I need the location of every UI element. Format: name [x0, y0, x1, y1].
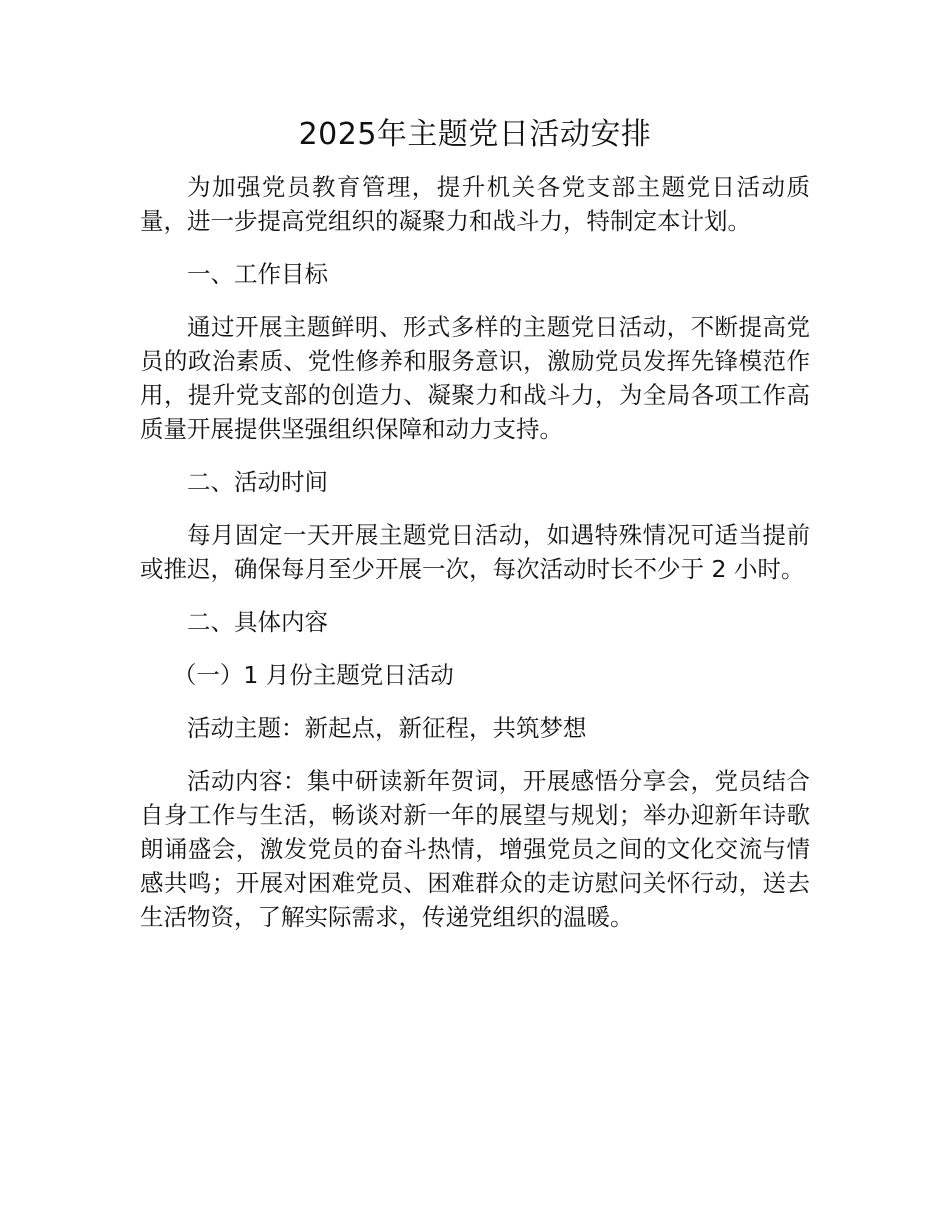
section-heading-content: 二、具体内容: [187, 608, 328, 636]
document-title: 2025年主题党日活动安排: [298, 117, 652, 152]
time-paragraph: 每月固定一天开展主题党日活动，如遇特殊情况可适当提前或推迟，确保每月至少开展一次，每次活动时长不少于 2 小时。: [140, 521, 810, 583]
january-content: 活动内容：集中研读新年贺词，开展感悟分享会，党员结合自身工作与生活，畅谈对新一年的展望与规划；举办迎新年诗歌朗诵盛会，激发党员的奋斗热情，增强党员之间的文化交流与情感共鸣；开展对困难党员、困难群众的走访慰问关怀行动，送去生活物资，了解实际需求，传递党组织的温暖。: [140, 767, 810, 931]
january-theme: 活动主题：新起点，新征程，共筑梦想: [187, 714, 587, 742]
intro-paragraph: 为加强党员教育管理，提升机关各党支部主题党日活动质量，进一步提高党组织的凝聚力和战斗力，特制定本计划。: [140, 173, 810, 235]
goals-paragraph: 通过开展主题鲜明、形式多样的主题党日活动，不断提高党员的政治素质、党性修养和服务意识，激励党员发挥先锋模范作用，提升党支部的创造力、凝聚力和战斗力，为全局各项工作高质量开展提供坚强组织保障和动力支持。: [140, 313, 810, 443]
subsection-heading-january: （一）1 月份主题党日活动: [172, 661, 454, 689]
section-heading-time: 二、活动时间: [187, 468, 328, 496]
section-heading-goals: 一、工作目标: [187, 260, 328, 288]
